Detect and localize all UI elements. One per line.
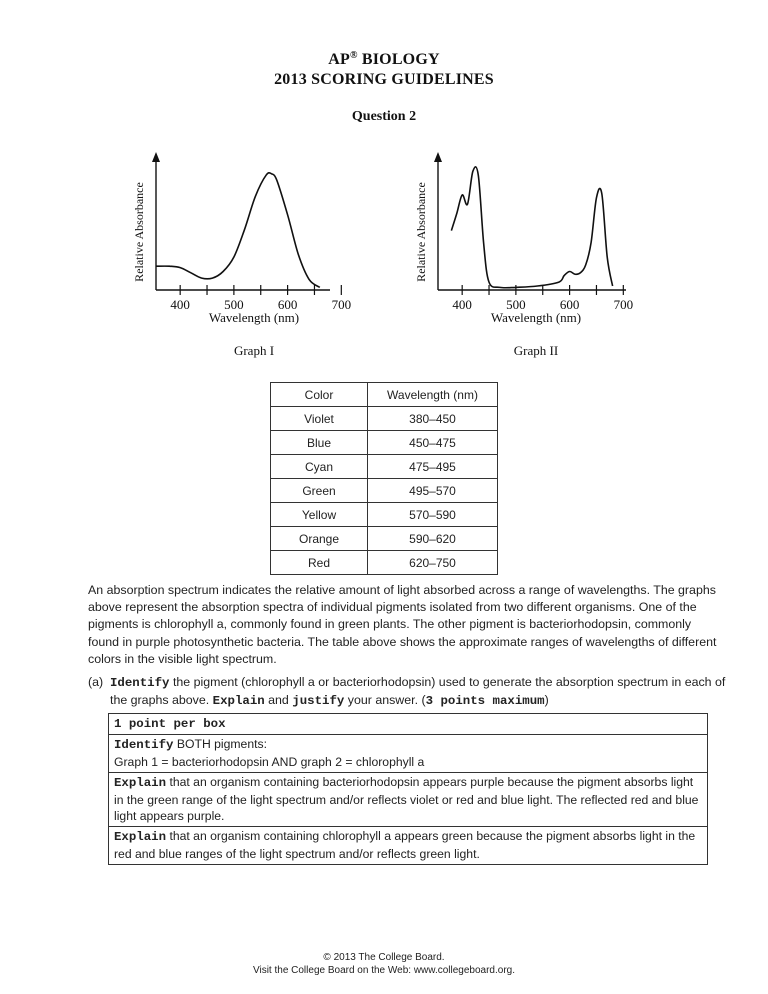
header-line-1: AP® BIOLOGY — [328, 50, 440, 68]
scoring-rubric-box — [108, 713, 708, 865]
table-cell-range: 475–495 — [368, 455, 498, 479]
registered-mark: ® — [350, 50, 358, 61]
g1-tick-label: 600 — [277, 297, 298, 312]
table-cell-range: 380–450 — [368, 407, 498, 431]
table-cell-range: 495–570 — [368, 479, 498, 503]
page-footer — [0, 951, 768, 977]
graph2-xlabel: Wavelength (nm) — [490, 310, 582, 325]
g2-tick-label: 500 — [506, 297, 526, 312]
g1-tick-label: 700 — [331, 297, 352, 312]
rubric-row: Explain that an organism containing bacteriorhodopsin appears purple because the pigment absorbs light in the green range of the light spectrum and/or reflects violet or red and blue light. The reflected red and blue light appears purple. — [109, 773, 708, 827]
table-cell-color: Orange — [271, 527, 368, 551]
color-wavelength-table — [270, 382, 498, 575]
graph2-caption: Graph II — [513, 343, 559, 358]
rubric-row — [109, 714, 708, 735]
table-cell-color: Violet — [271, 407, 368, 431]
g2-tick-label: 700 — [613, 297, 634, 312]
question-title: Question 2 — [351, 109, 417, 124]
rubric-heading: 1 point per box — [114, 717, 226, 731]
footer-website: Visit the College Board on the Web: www.collegeboard.org. — [252, 965, 515, 976]
table-cell-color: Cyan — [271, 455, 368, 479]
intro-paragraph: An absorption spectrum indicates the relative amount of light absorbed across a range of wavelengths. The graphs above represent the absorption spectra of individual pigments isolated from two different organisms. One of the pigments is chlorophyll a, commonly found in green plants. The other pigment is bacteriorhodopsin, commonly found in purple photosynthetic bacteria. The table above shows the approximate ranges of wavelengths of different colors in the visible light spectrum. — [88, 583, 717, 666]
table-header-row — [271, 383, 498, 407]
part-a-label: (a) — [88, 675, 104, 689]
table-cell-color: Green — [271, 479, 368, 503]
table-cell-color: Blue — [271, 431, 368, 455]
graph2-curve — [451, 167, 612, 288]
graph1-caption: Graph I — [233, 343, 275, 358]
rubric-row: Explain that an organism containing chlorophyll a appears green because the pigment absorbs light in the red and blue ranges of the light spectrum and/or reflects green light. — [109, 827, 708, 865]
table-cell-range: 570–590 — [368, 503, 498, 527]
graph1-ylabel: Relative Absorbance — [132, 182, 146, 282]
graph2-y-arrow — [434, 152, 442, 162]
table-cell-range: 450–475 — [368, 431, 498, 455]
table-cell-color: Yellow — [271, 503, 368, 527]
table-header-wavelength: Wavelength (nm) — [368, 383, 498, 407]
table-row — [271, 503, 498, 527]
g2-tick-label: 600 — [559, 297, 580, 312]
g2-tick-label: 400 — [452, 297, 472, 312]
table-cell-range: 620–750 — [368, 551, 498, 575]
table-row — [271, 479, 498, 503]
part-a-prompt — [88, 674, 728, 710]
graph2-ylabel: Relative Absorbance — [414, 182, 428, 282]
rubric-row: Identify BOTH pigments: Graph 1 = bacteriorhodopsin AND graph 2 = chlorophyll a — [109, 735, 708, 773]
graph-1 — [132, 150, 364, 360]
table-row — [271, 551, 498, 575]
document-header — [0, 46, 768, 90]
g1-tick-label: 500 — [224, 297, 244, 312]
part-a-text: Identify the pigment (chlorophyll a or bacteriorhodopsin) used to generate the absorption spectrum in each of the graphs above. Explain and justify your answer. (3 points maximum) — [110, 675, 726, 709]
graph1-xlabel: Wavelength (nm) — [208, 310, 300, 325]
footer-copyright: © 2013 The College Board. — [323, 952, 445, 963]
g1-tick-label: 400 — [170, 297, 190, 312]
table-row — [271, 407, 498, 431]
table-cell-color: Red — [271, 551, 368, 575]
graph1-y-arrow — [152, 152, 160, 162]
table-row — [271, 431, 498, 455]
table-row — [271, 455, 498, 479]
table-cell-range: 590–620 — [368, 527, 498, 551]
header-line-2: 2013 SCORING GUIDELINES — [274, 71, 494, 88]
graph-2 — [414, 150, 646, 360]
table-row — [271, 527, 498, 551]
table-header-color: Color — [271, 383, 368, 407]
graph1-curve — [156, 173, 320, 288]
